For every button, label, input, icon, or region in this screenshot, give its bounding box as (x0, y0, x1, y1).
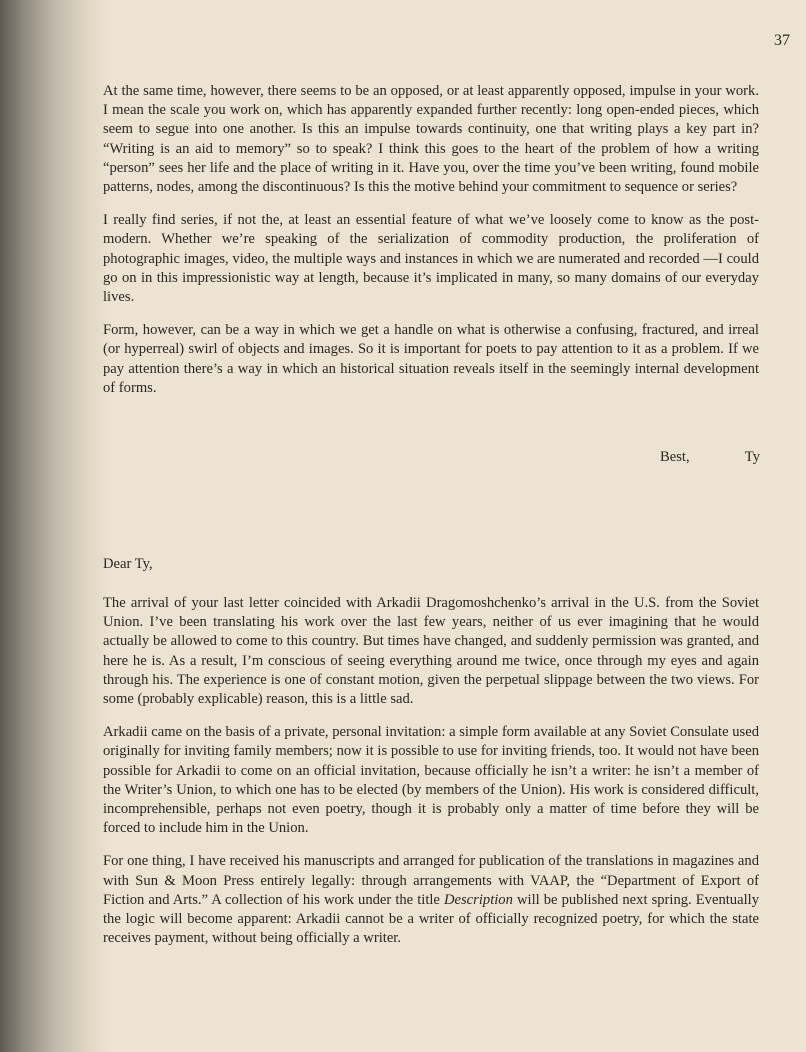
book-title: Description (443, 891, 513, 908)
book-spine-shadow (0, 0, 110, 1052)
letter-one-paragraph-3: Form, however, can be a way in which we get a handle on what is otherwise a confusing, fractured, and irreal (or hyperreal) swirl of objects and images. So it is important for poets to pay attention to it as a problem. If we pay attention there’s a way in which an historical situation reveals itself in the seemingly internal development of forms. (103, 322, 759, 396)
letter-one-body (103, 82, 759, 412)
letter-two-paragraph-3 (103, 852, 759, 948)
letter-one-signoff (660, 449, 760, 466)
page-number: 37 (774, 32, 790, 49)
letter-one-paragraph-2: I really find series, if not the, at least an essential feature of what we’ve loosely come to know as the post-modern. Whether we’re speaking of the serialization of commodity production, the proliferation of photographic images, video, the multiple ways and instances in which we are numerated and recorded —I could go on in this impressionistic way at length, because it’s implicated in many, so many domains of our everyday lives. (103, 212, 759, 306)
letter-one-signature: Ty (744, 449, 760, 465)
letter-one-paragraph-1: At the same time, however, there seems to be an opposed, or at least apparently opposed, impulse in your work. I mean the scale you work on, which has apparently expanded further recently: long open-ended pieces, which seem to segue into one another. Is this an impulse towards continuity, one that writing plays a key part in? “Writing is an aid to memory” so to speak? I think this goes to the heart of the problem of how a writing “person” sees her life and the place of writing in it. Have you, over the time you’ve been writing, found mobile patterns, nodes, among the discontinuous? Is this the motive behind your commitment to sequence or series? (103, 83, 759, 196)
letter-two-paragraph-2: Arkadii came on the basis of a private, personal invitation: a simple form available at any Soviet Consulate used originally for inviting family members; now it is possible to use for inviting friends, too. It would not have been possible for Arkadii to come on an official invitation, because officially he isn’t a writer: he isn’t a member of the Writer’s Union, to which one has to be elected (by members of the Union). His work is considered difficult, incomprehensible, perhaps not even poetry, though it is probably only a matter of time before they will be forced to include him in the Union. (103, 724, 759, 837)
letter-one-closing: Best, (660, 449, 690, 465)
letter-two-body (103, 594, 759, 962)
paragraph-text-before-title: For one thing, I have received his manuscripts and arranged for publication of the translations in magazines and with Sun & Moon Press entirely legally: through arrangements with VAAP, the “Department of Export of Fiction and Arts.” A collection of his work under the title (103, 853, 759, 908)
letter-two-paragraph-1: The arrival of your last letter coincided with Arkadii Dragomoshchenko’s arrival in the U.S. from the Soviet Union. I’ve been translating his work over the last few years, neither of us ever imagining that he would actually be allowed to come to this country. But times have changed, and suddenly permission was granted, and here he is. As a result, I’m conscious of seeing everything around me twice, once through my eyes and again through his. The experience is one of constant motion, given the perpetual slippage between the two views. For some (probably explicable) reason, this is a little sad. (103, 595, 759, 708)
letter-two-salutation: Dear Ty, (103, 556, 153, 572)
paragraph-text-after-title: will be published next spring. Eventually the logic will become apparent: Arkadii cannot be a writer of officially recognized poetry, for which the state receives payment, without being officially a writer. (103, 891, 759, 947)
